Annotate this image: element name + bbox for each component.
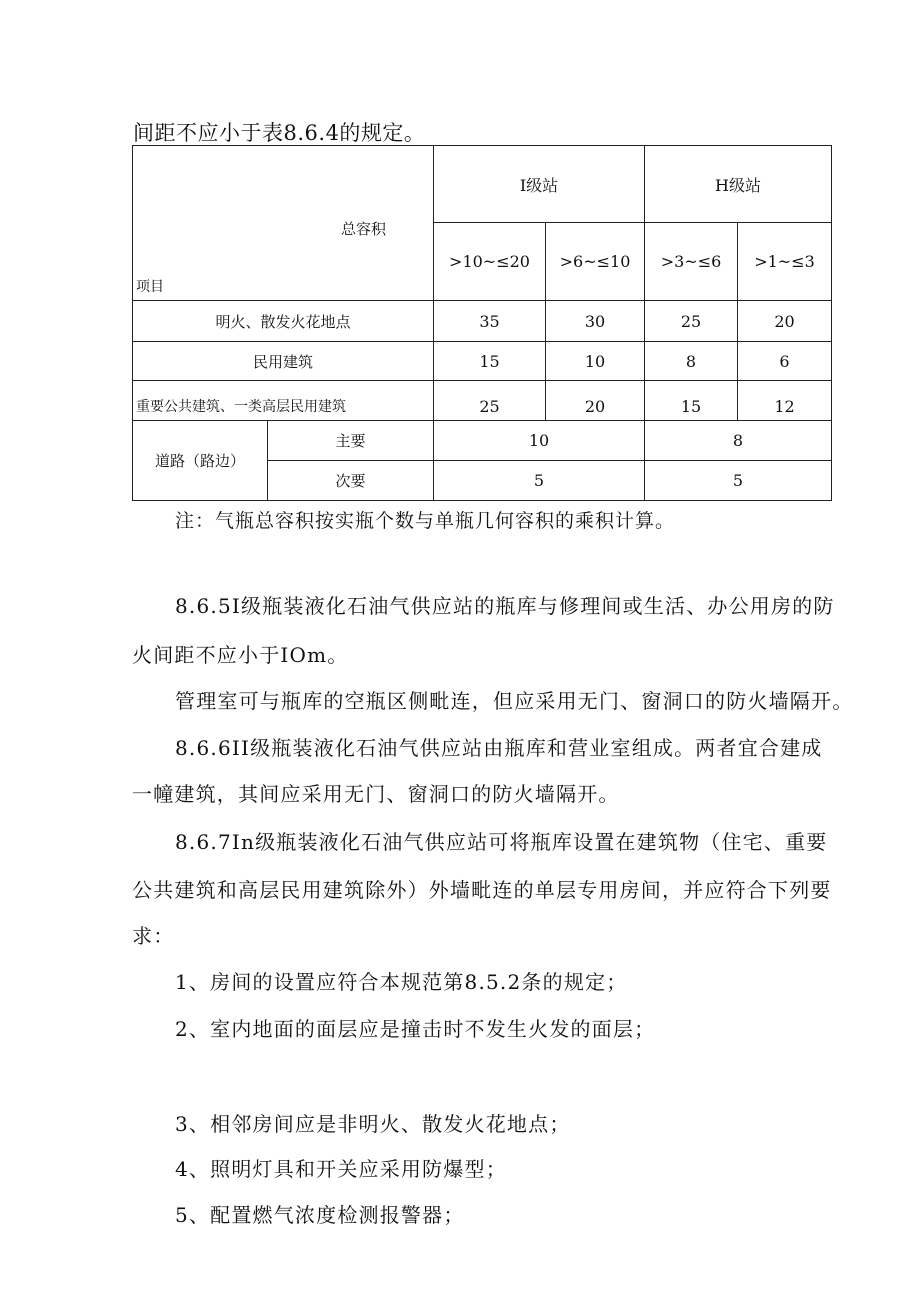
cell-value: 10 <box>546 342 645 381</box>
requirement-item-2: 2、室内地面的面层应是撞击时不发生火发的面层； <box>175 1017 656 1041</box>
table-note: 注：气瓶总容积按实瓶个数与单瓶几何容积的乘积计算。 <box>175 510 676 532</box>
cell-value: 5 <box>645 461 832 501</box>
row-label: 重要公共建筑、一类高层民用建筑 <box>133 381 434 421</box>
clause-8-6-7-line2: 公共建筑和高层民用建筑除外）外墙毗连的单层专用房间，并应符合下列要 <box>132 878 832 902</box>
table-row <box>133 342 832 381</box>
requirement-item-1: 1、房间的设置应符合本规范第8.5.2条的规定； <box>175 970 628 994</box>
requirement-item-4: 4、照明灯具和开关应采用防爆型； <box>175 1157 507 1181</box>
table-corner-cell <box>133 146 434 301</box>
range-header: >10~≤20 <box>434 223 546 301</box>
cell-value: 10 <box>434 421 645 461</box>
cell-value: 35 <box>434 301 546 342</box>
cell-value: 5 <box>434 461 645 501</box>
cell-value: 20 <box>546 381 645 421</box>
range-header: >1~≤3 <box>738 223 832 301</box>
requirement-item-5: 5、配置燃气浓度检测报警器； <box>175 1203 465 1227</box>
clause-8-6-5-line2: 火间距不应小于IOm。 <box>132 643 349 667</box>
corner-total-volume: 总容积 <box>341 220 387 238</box>
requirement-item-3: 3、相邻房间应是非明火、散发火花地点； <box>175 1112 571 1136</box>
clause-8-6-6-line1: 8.6.6II级瓶装液化石油气供应站由瓶库和营业室组成。两者宜合建成 <box>175 736 823 760</box>
intro-line: 间距不应小于表8.6.4的规定。 <box>133 121 426 145</box>
cell-value: 20 <box>738 301 832 342</box>
clause-8-6-5-line3: 管理室可与瓶库的空瓶区侧毗连，但应采用无门、窗洞口的防火墙隔开。 <box>175 689 854 713</box>
road-label: 道路（路边） <box>133 421 268 501</box>
road-main-label: 主要 <box>268 421 434 461</box>
range-header: >3~≤6 <box>645 223 738 301</box>
corner-item: 项目 <box>136 279 164 295</box>
road-minor-label: 次要 <box>268 461 434 501</box>
table-row <box>133 301 832 342</box>
cell-value: 30 <box>546 301 645 342</box>
table-row <box>133 381 832 421</box>
cell-value: 6 <box>738 342 832 381</box>
clause-8-6-5-line1: 8.6.5I级瓶装液化石油气供应站的瓶库与修理间或生活、办公用房的防 <box>175 594 835 618</box>
spacing-table <box>132 145 832 501</box>
cell-value: 15 <box>645 381 738 421</box>
row-label: 民用建筑 <box>133 342 434 381</box>
clause-8-6-7-line1: 8.6.7In级瓶装液化石油气供应站可将瓶库设置在建筑物（住宅、重要 <box>175 830 828 854</box>
cell-value: 25 <box>434 381 546 421</box>
row-label: 明火、散发火花地点 <box>133 301 434 342</box>
cell-value: 8 <box>645 342 738 381</box>
level1-header: I级站 <box>434 146 645 223</box>
cell-value: 25 <box>645 301 738 342</box>
level2-header: H级站 <box>645 146 832 223</box>
range-header: >6~≤10 <box>546 223 645 301</box>
clause-8-6-6-line2: 一幢建筑，其间应采用无门、窗洞口的防火墙隔开。 <box>132 782 620 806</box>
table-row <box>133 421 832 461</box>
cell-value: 12 <box>738 381 832 421</box>
cell-value: 8 <box>645 421 832 461</box>
clause-8-6-7-line3: 求： <box>132 924 175 948</box>
cell-value: 15 <box>434 342 546 381</box>
